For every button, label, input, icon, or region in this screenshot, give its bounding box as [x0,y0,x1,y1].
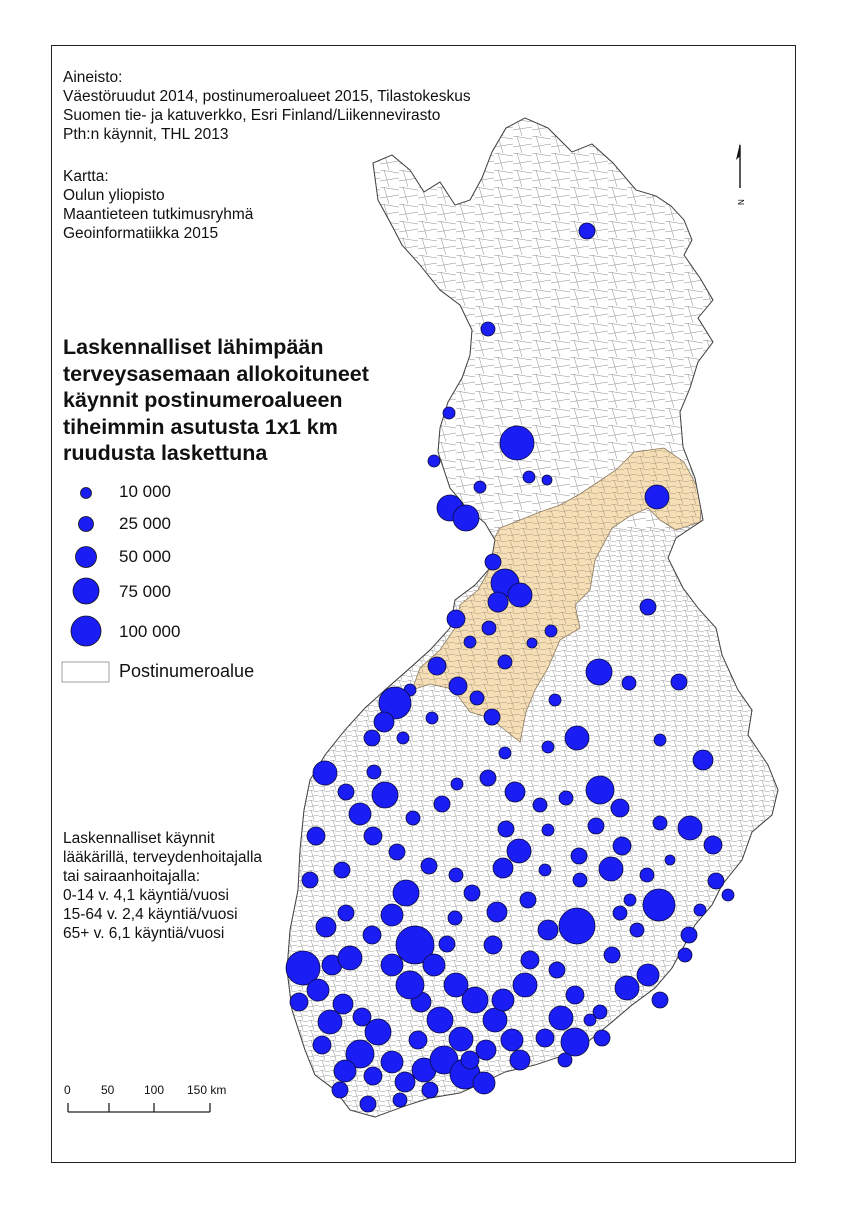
health-station-circle [521,951,539,969]
health-station-circle [565,726,589,750]
health-station-circle [645,485,669,509]
health-station-circle [510,1050,530,1070]
health-station-circle [523,471,535,483]
health-station-circle [406,811,420,825]
health-station-circle [484,936,502,954]
health-station-circle [422,1082,438,1098]
credit-heading: Kartta: [63,168,109,185]
health-station-circle [559,908,595,944]
health-station-circle [722,889,734,901]
health-station-circle [536,1029,554,1047]
health-station-circle [449,868,463,882]
health-station-circle [640,599,656,615]
health-station-circle [654,734,666,746]
health-station-circle [579,223,595,239]
health-station-circle [364,730,380,746]
health-station-circle [624,894,636,906]
health-station-circle [451,778,463,790]
health-station-circle [374,712,394,732]
health-station-circle [615,976,639,1000]
health-station-circle [389,844,405,860]
health-station-circle [637,964,659,986]
note-line: lääkärillä, terveydenhoitajalla [63,849,263,866]
title-line: Laskennalliset lähimpään [63,335,324,359]
health-station-circle [364,827,382,845]
health-station-circle [426,712,438,724]
health-station-circle [640,868,654,882]
scale-tick-label: 100 [144,1083,165,1097]
note-line: 15-64 v. 2,4 käyntiä/vuosi [63,906,238,923]
health-station-circle [474,481,486,493]
health-station-circle [693,750,713,770]
legend-size-label: 75 000 [119,582,171,601]
health-station-circle [485,554,501,570]
health-station-circle [428,657,446,675]
health-station-circle [571,848,587,864]
health-station-circle [372,782,398,808]
title-line: käynnit postinumeroalueen [63,388,343,412]
health-station-circle [613,906,627,920]
health-station-circle [492,989,514,1011]
health-station-circle [499,747,511,759]
health-station-circle [364,1067,382,1085]
health-station-circle [542,824,554,836]
health-station-circle [338,946,362,970]
health-station-circle [338,784,354,800]
health-station-circle [434,796,450,812]
health-station-circle [439,936,455,952]
health-station-circle [594,1030,610,1046]
title-line: ruudusta laskettuna [63,441,268,465]
health-station-circle [484,709,500,725]
health-station-circle [549,694,561,706]
health-station-circle [483,1008,507,1032]
health-station-circle [665,855,675,865]
health-station-circle [338,905,354,921]
health-station-circle [363,926,381,944]
health-station-circle [318,1010,342,1034]
health-station-circle [290,993,308,1011]
health-station-circle [313,761,337,785]
health-station-circle [313,1036,331,1054]
note-line: Laskennalliset käynnit [63,830,215,847]
health-station-circle [464,636,476,648]
health-station-circle [694,904,706,916]
legend-size-label: 10 000 [119,482,171,501]
health-station-circle [462,987,488,1013]
health-station-circle [476,1040,496,1060]
health-station-circle [708,873,724,889]
health-station-circle [421,858,437,874]
health-station-circle [586,659,612,685]
note-line: 0-14 v. 4,1 käyntiä/vuosi [63,887,229,904]
title-line: terveysasemaan allokoituneet [63,361,369,386]
health-station-circle [501,1029,523,1051]
scale-tick-label: 0 [64,1083,71,1097]
health-station-circle [527,638,537,648]
health-station-circle [538,920,558,940]
health-station-circle [498,821,514,837]
health-station-circle [599,857,623,881]
health-station-circle [545,625,557,637]
credit-line: Maantieteen tutkimusryhmä [63,206,254,223]
health-station-circle [473,1072,495,1094]
health-station-circle [622,676,636,690]
health-station-circle [381,954,403,976]
health-station-circle [393,880,419,906]
health-station-circle [448,911,462,925]
health-station-circle [481,322,495,336]
health-station-circle [302,872,318,888]
health-station-circle [561,1028,589,1056]
health-station-circle [397,732,409,744]
legend-size-label: 25 000 [119,514,171,533]
health-station-circle [488,592,508,612]
health-station-circle [307,827,325,845]
health-station-circle [449,1027,473,1051]
health-station-circle [513,973,537,997]
legend-circle-25000 [79,517,94,532]
health-station-circle [549,962,565,978]
scale-tick-label: 150 km [187,1083,227,1097]
legend-area-label: Postinumeroalue [119,661,255,681]
health-station-circle [508,583,532,607]
health-station-circle [678,948,692,962]
health-station-circle [652,992,668,1008]
source-line: Pth:n käynnit, THL 2013 [63,126,229,143]
credit-line: Oulun yliopisto [63,187,165,204]
legend-circle-10000 [81,488,92,499]
health-station-circle [365,1019,391,1045]
credit-line: Geoinformatiikka 2015 [63,225,219,242]
health-station-circle [381,904,403,926]
health-station-circle [396,971,424,999]
health-station-circle [604,947,620,963]
health-station-circle [588,818,604,834]
title-line: tiheimmin asutusta 1x1 km [63,414,338,439]
health-station-circle [470,691,484,705]
source-heading: Aineisto: [63,69,123,86]
health-station-circle [443,407,455,419]
health-station-circle [630,923,644,937]
scale-bar [68,1103,210,1112]
health-station-circle [381,1051,403,1073]
health-station-circle [334,1060,356,1082]
health-station-circle [533,798,547,812]
legend-circle-75000 [73,578,99,604]
health-station-circle [487,902,507,922]
health-station-circle [423,954,445,976]
health-station-circle [333,994,353,1014]
north-arrow-icon [736,143,746,205]
health-station-circle [505,782,525,802]
health-station-circle [409,1031,427,1049]
health-station-circle [520,892,536,908]
health-station-circle [566,986,584,1004]
health-station-circle [427,1007,453,1033]
health-station-circle [449,677,467,695]
health-station-circle [671,674,687,690]
health-station-circle [461,1051,479,1069]
health-station-circle [586,776,614,804]
health-station-circle [307,979,329,1001]
health-station-circle [613,837,631,855]
health-station-circle [482,621,496,635]
health-station-circle [500,426,534,460]
legend-size-label: 50 000 [119,547,171,566]
health-station-circle [584,1014,596,1026]
health-station-circle [464,885,480,901]
legend-circle-50000 [76,547,97,568]
health-station-circle [643,889,675,921]
scale-tick-label: 50 [101,1083,115,1097]
legend-symbols [62,488,109,683]
health-station-circle [480,770,496,786]
health-station-circle [704,836,722,854]
health-station-circle [542,475,552,485]
health-station-circle [539,864,551,876]
source-line: Suomen tie- ja katuverkko, Esri Finland/Liikennevirasto [63,107,441,124]
health-station-circle [493,858,513,878]
health-station-circle [349,803,371,825]
health-station-circle [611,799,629,817]
health-station-circle [367,765,381,779]
health-station-circle [316,917,336,937]
note-line: tai sairaanhoitajalla: [63,868,201,885]
health-station-circle [573,873,587,887]
health-station-circle [360,1096,376,1112]
health-station-circle [678,816,702,840]
legend-size-label: 100 000 [119,622,181,641]
health-station-circle [542,741,554,753]
health-station-circle [549,1006,573,1030]
health-station-circle [681,927,697,943]
health-station-circle [653,816,667,830]
health-station-circle [453,505,479,531]
health-station-circle [428,455,440,467]
source-line: Väestöruudut 2014, postinumeroalueet 2015, Tilastokeskus [63,88,471,105]
health-station-circle [393,1093,407,1107]
legend-circle-100000 [71,616,101,646]
health-station-circle [498,655,512,669]
note-line: 65+ v. 6,1 käyntiä/vuosi [63,925,225,942]
health-station-circle [334,862,350,878]
health-station-circle [332,1082,348,1098]
health-station-circle [395,1072,415,1092]
postal-areas-north [280,110,780,530]
health-station-circle [558,1053,572,1067]
health-station-circle [559,791,573,805]
north-label: N [737,199,746,205]
legend-postal-area-swatch [62,662,109,682]
health-station-circle [447,610,465,628]
health-station-circle [507,839,531,863]
